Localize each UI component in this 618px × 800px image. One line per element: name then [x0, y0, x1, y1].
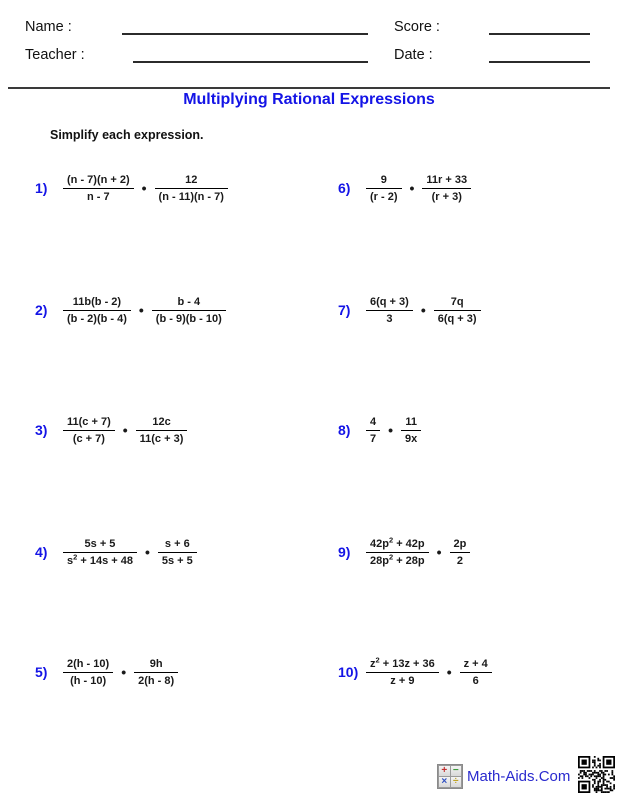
fraction-2 [450, 538, 471, 567]
fraction-1 [63, 538, 137, 567]
fraction-2 [422, 174, 471, 203]
fraction-1-denominator: (c + 7) [72, 432, 105, 445]
name-label: Name : [25, 19, 72, 35]
fraction-2-denominator: 2 [456, 554, 464, 567]
teacher-label: Teacher : [25, 47, 85, 63]
fraction-2-denominator: (n - 11)(n - 7) [158, 190, 224, 203]
problem-row [35, 646, 182, 698]
problem-number: 5) [35, 664, 48, 680]
multiply-dot: • [436, 544, 442, 560]
fraction-2-numerator: z + 4 [460, 658, 492, 673]
multiply-dot: • [144, 544, 150, 560]
multiply-dot: • [420, 302, 426, 318]
fraction-2-numerator: 7q [434, 296, 481, 311]
fraction-2-denominator: 9x [405, 432, 418, 445]
fraction-1-numerator: $z^2 + 13z + 36$ [366, 658, 439, 673]
problem-row [35, 404, 191, 456]
minus-icon: − [451, 766, 462, 776]
fraction-2 [460, 658, 492, 687]
problem-number: 3) [35, 422, 48, 438]
fraction-2-numerator: 11 [401, 416, 421, 431]
fraction-2 [401, 416, 421, 445]
fraction-1-numerator: 5s + 5 [63, 538, 137, 553]
fraction-1 [366, 654, 439, 687]
fraction-2-numerator: 11r + 33 [422, 174, 471, 189]
brand-text: Math-Aids.Com [467, 768, 571, 785]
fraction-2-numerator: 9h [134, 658, 178, 673]
fraction-2-denominator: 5s + 5 [161, 554, 193, 567]
multiply-dot: • [121, 664, 127, 680]
plus-icon: + [439, 766, 450, 776]
problem-row [338, 284, 485, 336]
math-aids-logo-icon [437, 764, 463, 789]
problem-number: 10) [338, 664, 359, 680]
fraction-1-numerator: 11(c + 7) [63, 416, 115, 431]
divide-icon: ÷ [451, 777, 462, 787]
instruction: Simplify each expression. [50, 128, 204, 142]
problem-number: 2) [35, 302, 48, 318]
fraction-2-denominator: 6(q + 3) [437, 312, 477, 325]
fraction-2-denominator: 2(h - 8) [138, 674, 175, 687]
fraction-1-denominator: (r - 2) [370, 190, 398, 203]
fraction-1-numerator: $42p^2 + 42p$ [366, 538, 429, 553]
problem-row [338, 162, 475, 214]
fraction-2-numerator: b - 4 [152, 296, 226, 311]
fraction-2 [136, 416, 188, 445]
problem-row [338, 646, 496, 698]
fraction-1-denominator: (b - 2)(b - 4) [67, 312, 127, 325]
fraction-1-denominator: (h - 10) [70, 674, 107, 687]
multiply-dot: • [388, 422, 394, 438]
fraction-1-numerator: 6(q + 3) [366, 296, 413, 311]
fraction-1-denominator: 3 [386, 312, 393, 325]
problem-row [35, 162, 232, 214]
problem-number: 4) [35, 544, 48, 560]
fraction-2-numerator: 12 [155, 174, 228, 189]
problem-number: 6) [338, 180, 351, 196]
problem-number: 1) [35, 180, 48, 196]
score-label: Score : [394, 19, 440, 35]
date-label: Date : [394, 47, 433, 63]
fraction-1 [63, 296, 131, 325]
problem-row [338, 404, 425, 456]
multiply-dot: • [409, 180, 415, 196]
problem-number: 7) [338, 302, 351, 318]
fraction-2-numerator: 12c [136, 416, 188, 431]
fraction-1-numerator: 9 [366, 174, 402, 189]
fraction-2 [134, 658, 178, 687]
fraction-2-numerator: 2p [450, 538, 471, 553]
fraction-2 [158, 538, 197, 567]
problem-row [35, 284, 230, 336]
fraction-1 [63, 658, 113, 687]
fraction-1-denominator: $28p^2 + 28p$ [370, 551, 425, 567]
qr-code [578, 756, 615, 793]
multiply-dot: • [138, 302, 144, 318]
fraction-1-numerator: 2(h - 10) [63, 658, 113, 673]
fraction-2-numerator: s + 6 [158, 538, 197, 553]
problem-row [35, 526, 201, 578]
problem-number: 8) [338, 422, 351, 438]
problem-row [338, 526, 474, 578]
problem-number: 9) [338, 544, 351, 560]
fraction-1 [366, 534, 429, 567]
fraction-1 [366, 296, 413, 325]
fraction-2-denominator: (r + 3) [431, 190, 462, 203]
fraction-1 [63, 174, 134, 203]
fraction-2-denominator: 6 [472, 674, 479, 687]
fraction-2 [155, 174, 228, 203]
fraction-1-numerator: 4 [366, 416, 380, 431]
fraction-1-denominator: n - 7 [87, 190, 110, 203]
multiply-dot: • [141, 180, 147, 196]
page-title: Multiplying Rational Expressions [183, 91, 435, 108]
fraction-1 [366, 174, 402, 203]
times-icon: × [439, 777, 450, 787]
fraction-1-numerator: 11b(b - 2) [63, 296, 131, 311]
multiply-dot: • [446, 664, 452, 680]
fraction-1 [366, 416, 380, 445]
fraction-1-denominator: z + 9 [390, 674, 415, 687]
fraction-2-denominator: 11(c + 3) [139, 432, 184, 445]
fraction-1 [63, 416, 115, 445]
fraction-2 [152, 296, 226, 325]
fraction-1-numerator: (n - 7)(n + 2) [63, 174, 134, 189]
fraction-2 [434, 296, 481, 325]
fraction-2-denominator: (b - 9)(b - 10) [155, 312, 222, 325]
multiply-dot: • [122, 422, 128, 438]
fraction-1-denominator: 7 [370, 432, 377, 445]
fraction-1-denominator: $s^2 + 14s + 48$ [67, 551, 133, 567]
